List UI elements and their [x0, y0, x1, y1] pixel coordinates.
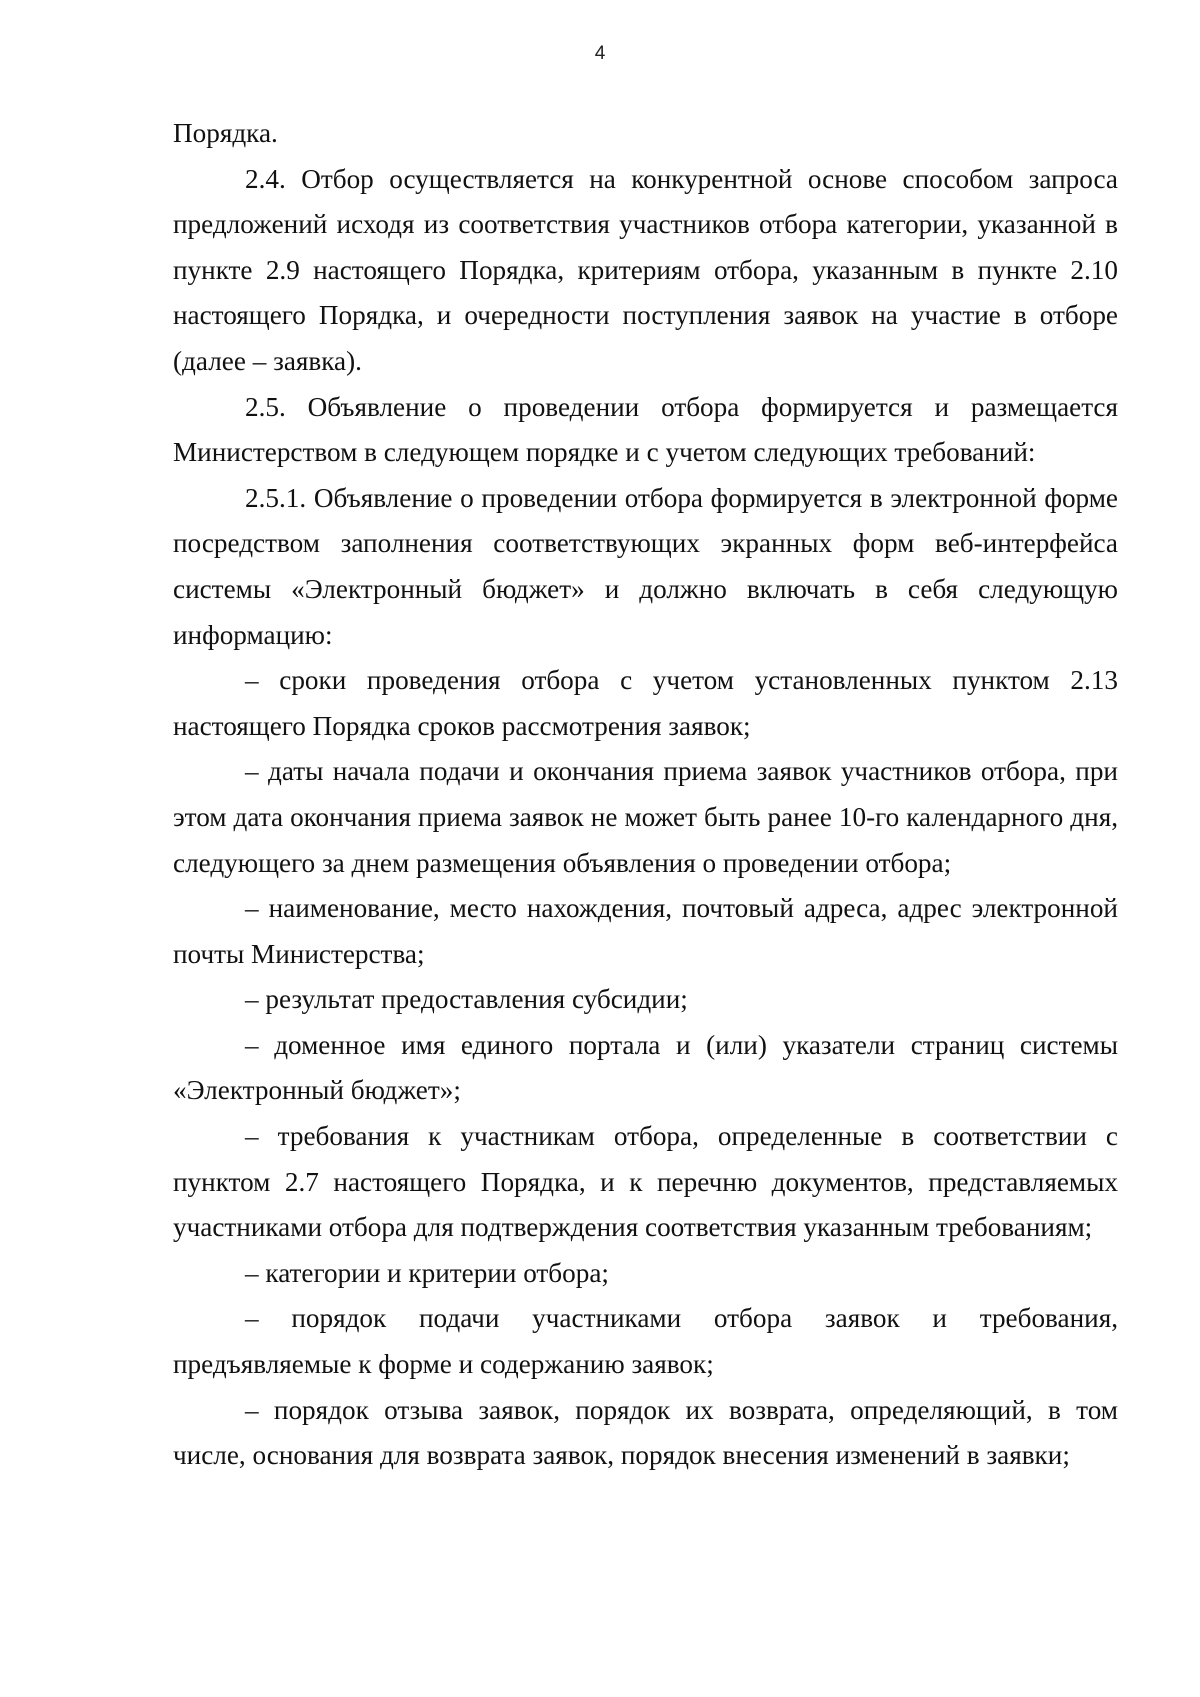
- list-item-submission-procedure: – порядок подачи участниками отбора заявок и требования, предъявляемые к форме и содержанию заявок;: [173, 1303, 1118, 1380]
- document-body: [173, 111, 1118, 1479]
- paragraph-2-4: 2.4. Отбор осуществляется на конкурентной основе способом запроса предложений исходя из соответствия участников отбора категории, указанной в пункте 2.9 настоящего Порядка, критериям отбора, указанным в пункте 2.10 настоящего Порядка, и очередности поступления заявок на участие в отборе (далее – заявка).: [173, 163, 1118, 376]
- list-item-withdrawal-procedure: – порядок отзыва заявок, порядок их возврата, определяющий, в том числе, основания для возврата заявок, порядок внесения изменений в заявки;: [173, 1394, 1118, 1471]
- list-item-application-dates: – даты начала подачи и окончания приема заявок участников отбора, при этом дата окончания приема заявок не может быть ранее 10-го календарного дня, следующего за днем размещения объявления о проведении отбора;: [173, 756, 1118, 878]
- paragraph-2-5-1: 2.5.1. Объявление о проведении отбора формируется в электронной форме посредством заполнения соответствующих экранных форм веб-интерфейса системы «Электронный бюджет» и должно включать в себя следующую информацию:: [173, 482, 1118, 650]
- page-number: 4: [594, 43, 606, 64]
- list-item-categories-criteria: – категории и критерии отбора;: [245, 1257, 609, 1288]
- paragraph-2-5: 2.5. Объявление о проведении отбора формируется и размещается Министерством в следующем порядке и с учетом следующих требований:: [173, 391, 1118, 468]
- list-item-participant-requirements: – требования к участникам отбора, определенные в соответствии с пунктом 2.7 настоящего Порядка, и к перечню документов, представляемых участниками отбора для подтверждения соответствия указанным требованиям;: [173, 1121, 1118, 1243]
- list-item-ministry-contacts: – наименование, место нахождения, почтовый адреса, адрес электронной почты Министерства;: [173, 893, 1118, 969]
- list-item-portal-domain: – доменное имя единого портала и (или) указатели страниц системы «Электронный бюджет»;: [173, 1029, 1118, 1106]
- list-item-selection-terms: – сроки проведения отбора с учетом установленных пунктом 2.13 настоящего Порядка сроков рассмотрения заявок;: [173, 665, 1118, 741]
- paragraph-continuation: Порядка.: [173, 118, 278, 148]
- list-item-subsidy-result: – результат предоставления субсидии;: [245, 984, 688, 1015]
